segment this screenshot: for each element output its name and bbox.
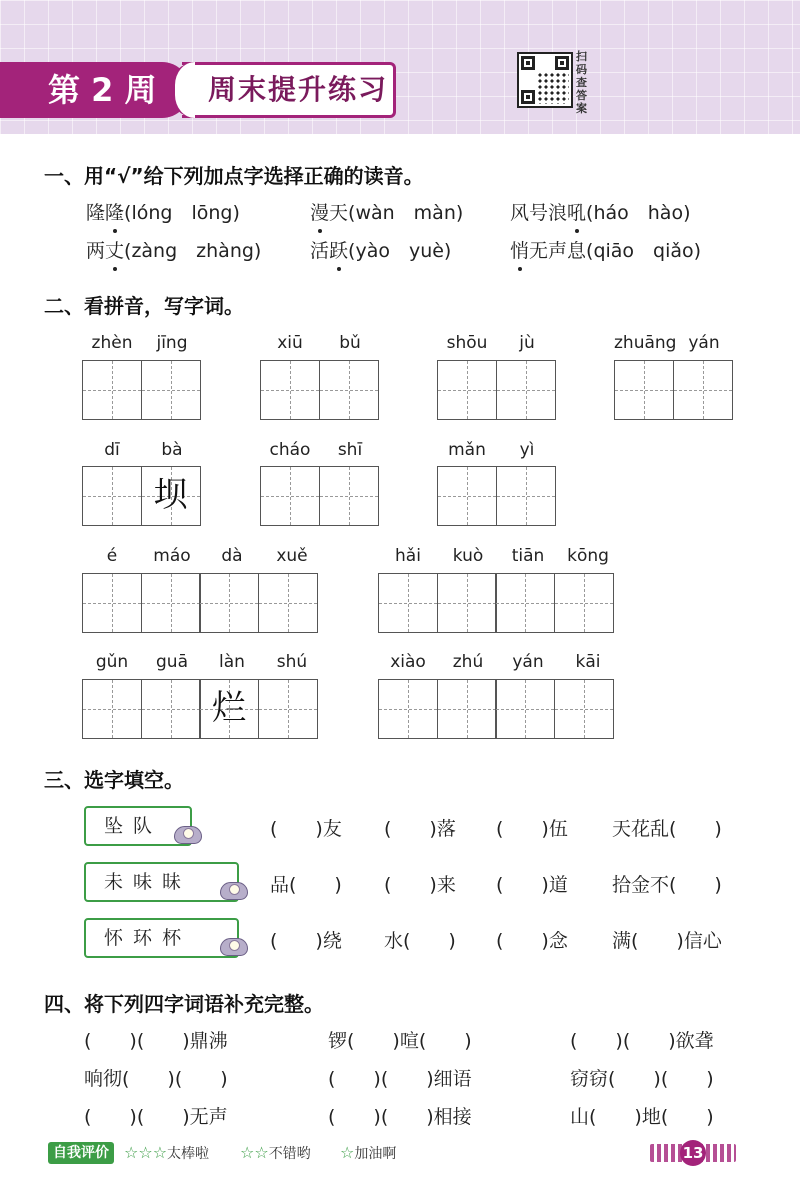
grid-cell[interactable] (82, 573, 142, 633)
fill-blank[interactable]: 天花乱( ) (612, 818, 722, 840)
idiom-blank[interactable]: ( )( )无声 (84, 1106, 228, 1128)
pinyin: dī (104, 440, 120, 460)
idiom-blank[interactable]: ( )( )鼎沸 (84, 1030, 228, 1052)
pinyin: kuò (452, 546, 484, 566)
pinyin: xuě (276, 546, 308, 566)
pinyin: shú (276, 652, 308, 672)
grid-cell[interactable] (495, 573, 555, 633)
grid-cell[interactable] (258, 679, 318, 739)
pinyin: zhuāng (614, 333, 677, 353)
grid-cell[interactable] (378, 573, 438, 633)
s1-item-5[interactable]: 活跃(yào yuè) (310, 236, 451, 263)
grid-cell[interactable] (554, 573, 614, 633)
fill-blank[interactable]: 满( )信心 (612, 930, 722, 952)
fill-blank[interactable]: ( )来 (384, 874, 456, 896)
idiom-blank[interactable]: 窃窃( )( ) (570, 1068, 714, 1090)
header-band (0, 0, 800, 134)
grid-cell[interactable] (554, 679, 614, 739)
grid-cell[interactable] (496, 466, 556, 526)
fill-blank[interactable]: 品( ) (270, 874, 342, 896)
pinyin: làn (219, 652, 245, 672)
grid-cell[interactable] (378, 679, 438, 739)
pinyin: zhú (452, 652, 484, 672)
grid-cell[interactable] (82, 360, 142, 420)
pinyin: kāi (575, 652, 601, 672)
idiom-blank[interactable]: ( )( )相接 (328, 1106, 472, 1128)
pinyin: shī (337, 440, 363, 460)
fill-blank[interactable]: 拾金不( ) (612, 874, 722, 896)
pinyin: yán (512, 652, 544, 672)
grid-cell[interactable] (614, 360, 674, 420)
pinyin: bà (161, 440, 183, 460)
writing-grid[interactable] (260, 466, 379, 526)
pinyin: xiào (390, 652, 426, 672)
grid-cell[interactable] (673, 360, 733, 420)
writing-grid[interactable] (82, 466, 201, 526)
rating-excellent[interactable]: ☆☆☆太棒啦 (124, 1143, 210, 1162)
page-number: 13 (680, 1140, 706, 1166)
s1-item-6[interactable]: 悄无声息(qiāo qiǎo) (510, 236, 701, 263)
pinyin: yì (519, 440, 535, 460)
grid-cell[interactable] (141, 679, 201, 739)
fill-blank[interactable]: ( )道 (496, 874, 568, 896)
grid-cell[interactable] (141, 573, 201, 633)
grid-cell[interactable] (319, 466, 379, 526)
idiom-blank[interactable]: 响彻( )( ) (84, 1068, 228, 1090)
writing-grid[interactable] (614, 360, 733, 420)
fill-blank[interactable]: ( )绕 (270, 930, 342, 952)
fill-blank[interactable]: ( )友 (270, 818, 342, 840)
idiom-blank[interactable]: ( )( )欲聋 (570, 1030, 714, 1052)
fill-blank[interactable]: 水( ) (384, 930, 456, 952)
s1-item-3[interactable]: 风号浪吼(háo hào) (510, 198, 690, 225)
pinyin: shōu (446, 333, 488, 353)
section2-title: 二、看拼音，写字词。 (44, 294, 244, 318)
grid-cell[interactable]: 坝 (141, 466, 201, 526)
pinyin: hǎi (395, 546, 421, 566)
pinyin: gǔn (95, 652, 129, 672)
writing-grid[interactable] (437, 360, 556, 420)
writing-grid[interactable] (82, 573, 318, 633)
writing-grid[interactable] (378, 679, 614, 739)
qr-caption: 扫码查答案 (576, 50, 587, 115)
pinyin: yán (688, 333, 720, 353)
grid-cell[interactable]: 烂 (199, 679, 259, 739)
pinyin: guā (156, 652, 188, 672)
star-icon: ☆☆☆ (124, 1143, 168, 1162)
pinyin: é (106, 546, 118, 566)
grid-cell[interactable] (437, 360, 497, 420)
section3-title: 三、选字填空。 (44, 768, 184, 792)
pinyin: dà (221, 546, 243, 566)
writing-grid[interactable] (437, 466, 556, 526)
idiom-blank[interactable]: ( )( )细语 (328, 1068, 472, 1090)
week-label: 第 2 周 (0, 62, 190, 118)
grid-cell[interactable] (199, 573, 259, 633)
pinyin: bǔ (339, 333, 361, 353)
pearl-icon (220, 876, 248, 902)
section4-title: 四、将下列四字词语补充完整。 (44, 992, 324, 1016)
pinyin: zhèn (91, 333, 133, 353)
writing-grid[interactable] (260, 360, 379, 420)
idiom-blank[interactable]: 锣( )喧( ) (328, 1030, 472, 1052)
pearl-icon (174, 820, 202, 846)
qr-code[interactable] (517, 52, 573, 108)
grid-cell[interactable] (437, 466, 497, 526)
pinyin: jù (519, 333, 535, 353)
s1-item-1[interactable]: 隆隆(lóng lōng) (86, 198, 240, 225)
grid-cell[interactable] (496, 360, 556, 420)
pinyin: tiān (511, 546, 545, 566)
grid-cell[interactable] (260, 360, 320, 420)
grid-cell[interactable] (437, 679, 497, 739)
star-icon: ☆ (340, 1143, 355, 1162)
pinyin: máo (153, 546, 191, 566)
fill-blank[interactable]: ( )伍 (496, 818, 568, 840)
grid-cell[interactable] (437, 573, 497, 633)
grid-cell[interactable] (495, 679, 555, 739)
grid-cell[interactable] (260, 466, 320, 526)
rating-keep-going[interactable]: ☆加油啊 (340, 1143, 397, 1162)
grid-cell[interactable] (141, 360, 201, 420)
pinyin: xiū (277, 333, 303, 353)
section1-title: 一、用“√”给下列加点字选择正确的读音。 (44, 164, 424, 188)
fill-blank[interactable]: ( )落 (384, 818, 456, 840)
s1-item-2[interactable]: 漫天(wàn màn) (310, 198, 463, 225)
fill-blank[interactable]: ( )念 (496, 930, 568, 952)
grid-cell[interactable] (82, 466, 142, 526)
page-title: 周末提升练习 (182, 62, 396, 118)
choice-box: 未 味 昧 (84, 862, 239, 902)
rating-good[interactable]: ☆☆不错哟 (240, 1143, 311, 1162)
pinyin: jīng (156, 333, 188, 353)
choice-box: 怀 环 杯 (84, 918, 239, 958)
self-evaluation-label: 自我评价 (48, 1142, 114, 1164)
star-icon: ☆☆ (240, 1143, 269, 1162)
writing-grid[interactable] (82, 360, 201, 420)
s1-item-4[interactable]: 两丈(zàng zhàng) (86, 236, 261, 263)
grid-cell[interactable] (258, 573, 318, 633)
choice-box: 坠 队 (84, 806, 192, 846)
writing-grid[interactable] (378, 573, 614, 633)
writing-grid[interactable] (82, 679, 318, 739)
pinyin: mǎn (448, 440, 486, 460)
pearl-icon (220, 932, 248, 958)
grid-cell[interactable] (82, 679, 142, 739)
pinyin: kōng (567, 546, 609, 566)
pinyin: cháo (269, 440, 311, 460)
idiom-blank[interactable]: 山( )地( ) (570, 1106, 714, 1128)
grid-cell[interactable] (319, 360, 379, 420)
